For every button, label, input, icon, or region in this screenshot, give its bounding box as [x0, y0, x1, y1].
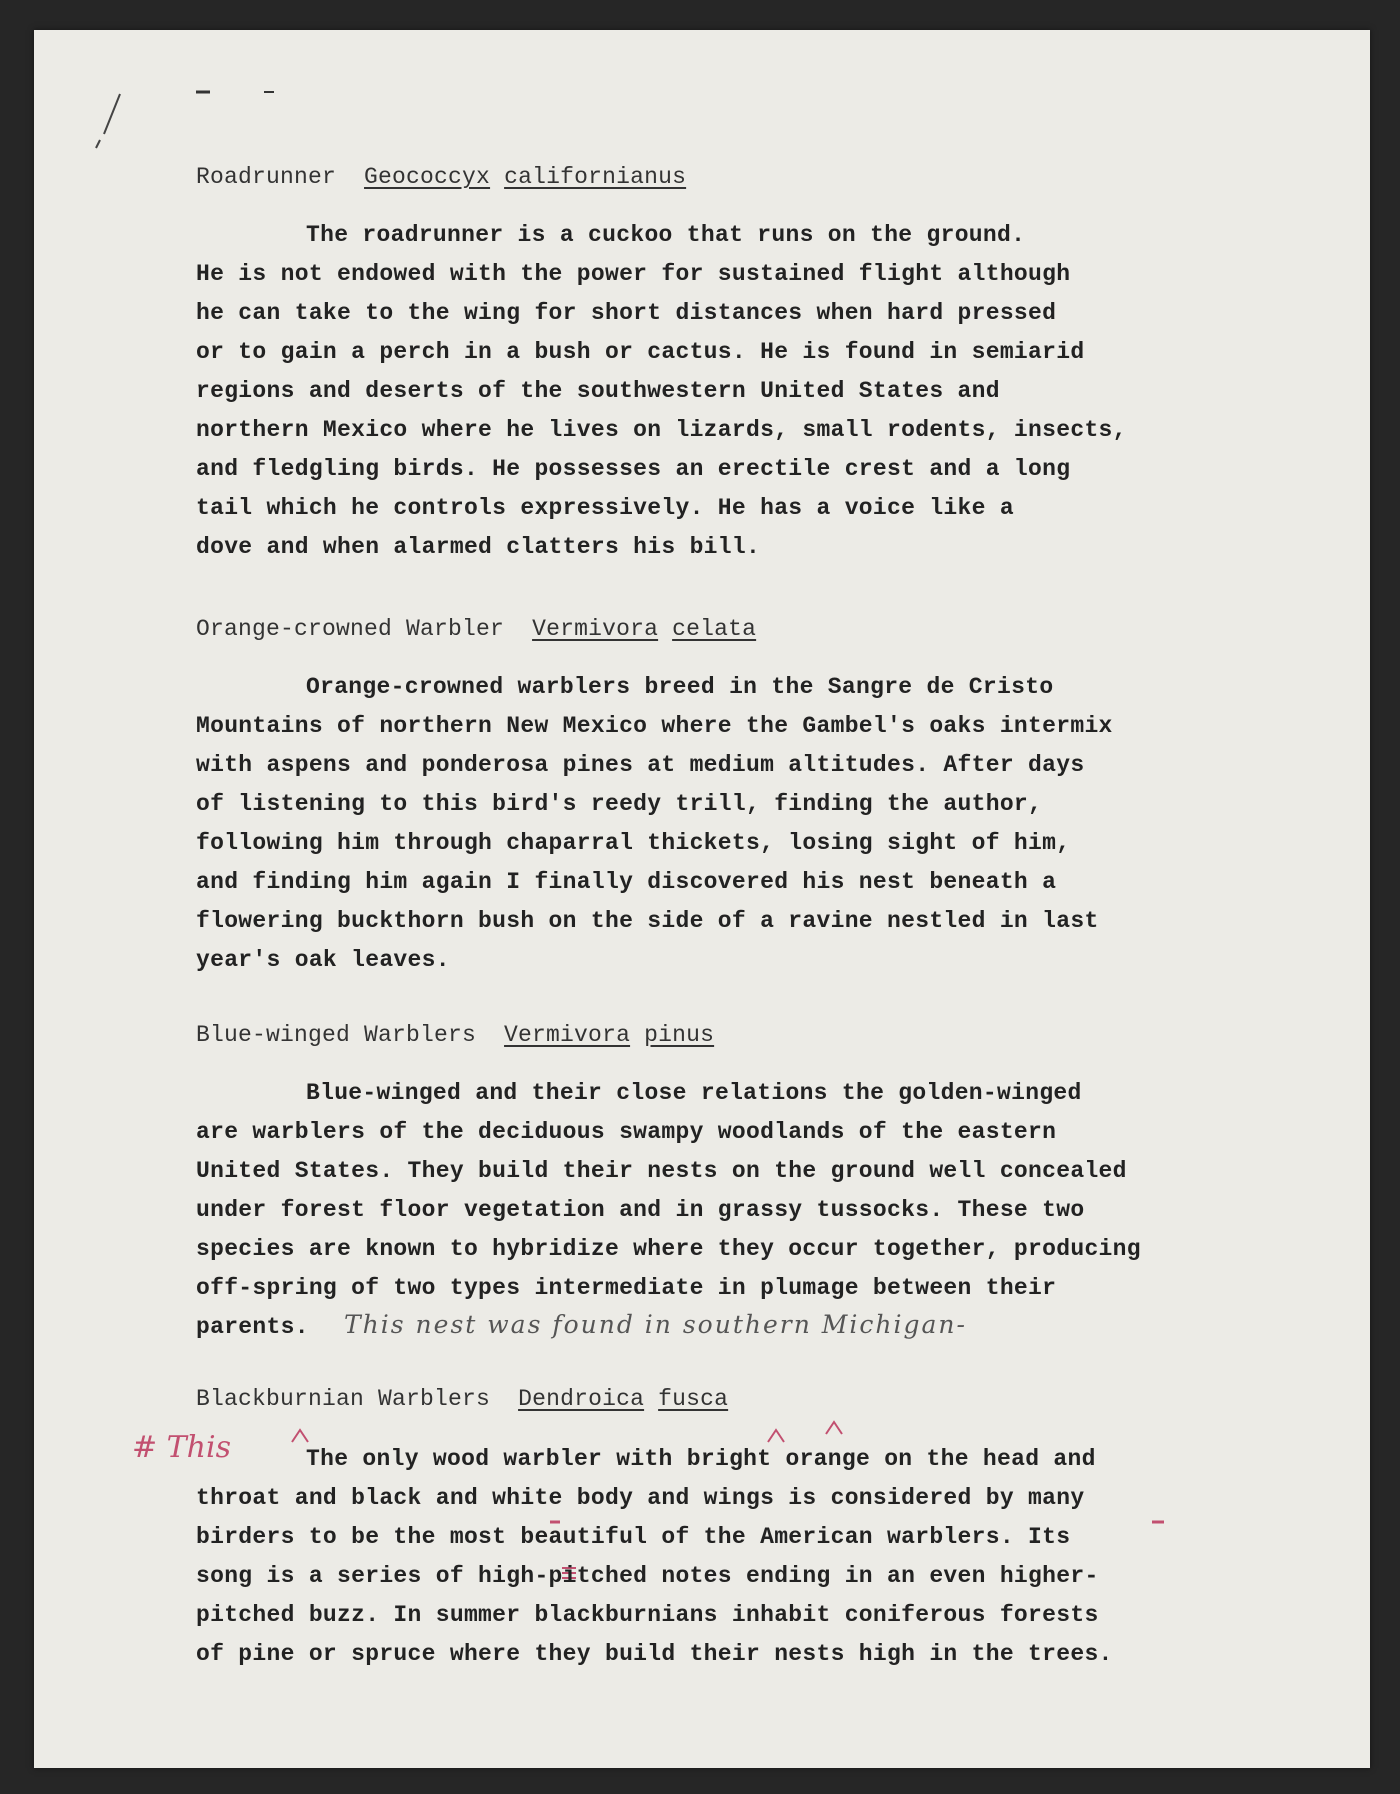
- margin-note: # This: [132, 1430, 231, 1465]
- section-paragraph: [196, 1440, 1306, 1674]
- species: fusca: [658, 1386, 729, 1412]
- species: californianus: [504, 164, 687, 190]
- paragraph-text: The roadrunner is a cuckoo that runs on the ground. He is not endowed with the power for sustained flight although he can take to the wing for short distances when hard pressed or to gain a perch in a bush or cactus. He is found in semiarid regions and deserts of the southwestern United States and northern Mexico where he lives on lizards, small rodents, insects, and fledgling birds. He possesses an erectile crest and a long tail which he controls expressively. He has a voice like a dove and when alarmed clatters his bill.: [196, 222, 1127, 560]
- genus: Vermivora: [532, 616, 659, 642]
- genus: Geococcyx: [364, 164, 491, 190]
- section-heading: [196, 1022, 714, 1048]
- common-name: Roadrunner: [196, 164, 337, 190]
- common-name: Orange-crowned Warbler: [196, 616, 505, 642]
- paragraph-text: The only wood warbler with bright orange on the head and throat and black and white body and wings is considered by many birders to be the most beautiful of the American warblers. Its song is a series of high-pitched notes ending in an even higher- pitched buzz. In summer blackburnians inhabit coniferous forests of pine or spruce where they build their nests high in the trees.: [196, 1446, 1113, 1667]
- paragraph-text: Orange-crowned warblers breed in the Sangre de Cristo Mountains of northern New Mexico where the Gambel's oaks intermix with aspens and ponderosa pines at medium altitudes. After days of listening to this bird's reedy trill, finding the author, following him through chaparral thickets, losing sight of him, and finding him again I finally discovered his nest beneath a flowering buckthorn bush on the side of a ravine nestled in last year's oak leaves.: [196, 674, 1113, 973]
- section-heading: [196, 1386, 728, 1412]
- section-heading: [196, 616, 756, 642]
- species: celata: [672, 616, 757, 642]
- genus: Dendroica: [518, 1386, 645, 1412]
- document-page: [34, 30, 1370, 1768]
- common-name: Blackburnian Warblers: [196, 1386, 491, 1412]
- common-name: Blue-winged Warblers: [196, 1022, 477, 1048]
- section-paragraph: [196, 216, 1306, 567]
- species: pinus: [644, 1022, 715, 1048]
- genus: Vermivora: [504, 1022, 631, 1048]
- section-paragraph: [196, 1074, 1306, 1347]
- section-heading: [196, 164, 686, 190]
- section-paragraph: [196, 668, 1306, 980]
- handwritten-note: This nest was found in southern Michigan-: [344, 1310, 967, 1339]
- paragraph-text: Blue-winged and their close relations the golden-winged are warblers of the deciduous swampy woodlands of the eastern United States. They build their nests on the ground well concealed under forest floor vegetation and in grassy tussocks. These two species are known to hybridize where they occur together, producing off-spring of two types intermediate in plumage between their parents.: [196, 1080, 1141, 1340]
